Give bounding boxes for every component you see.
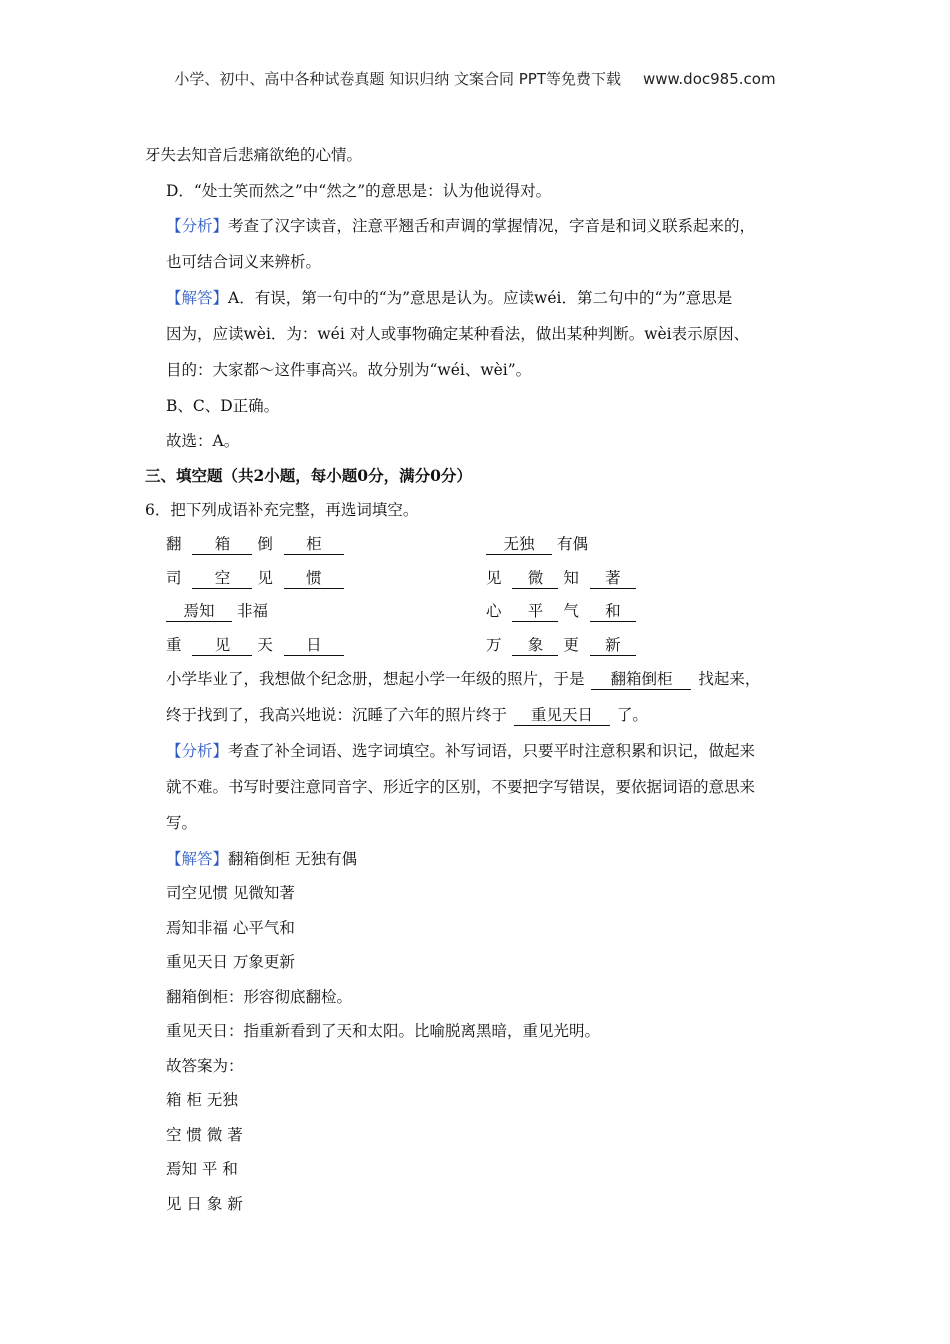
prev-answer-line-5: 故选：A。 [166, 432, 240, 450]
sentence-line-1 [166, 668, 760, 690]
q6-answer-line-1 [166, 848, 357, 870]
sentence-text: 终于找到了，我高兴地说：沉睡了六年的照片终于 [166, 706, 508, 724]
idiom-row [166, 634, 344, 656]
idiom-blank[interactable]: 见 [192, 635, 252, 656]
idiom-row [166, 600, 268, 622]
idiom-char: 知 [563, 569, 579, 587]
header-url[interactable]: www.doc985.com [642, 70, 776, 88]
idiom-blank[interactable]: 和 [590, 601, 636, 622]
q6-answer-line-5: 翻箱倒柜：形容彻底翻检。 [166, 988, 353, 1006]
q6-answer-line-8: 箱 柜 无独 [166, 1091, 238, 1109]
idiom-blank[interactable]: 日 [284, 635, 344, 656]
q6-analysis-line-2: 就不难。书写时要注意同音字、形近字的区别，不要把字写错误，要依据词语的意思来 [166, 778, 756, 796]
prev-answer-line-4: B、C、D正确。 [166, 397, 280, 415]
idiom-char: 非福 [236, 602, 268, 620]
sentence-text: 了。 [616, 706, 648, 724]
idiom-char: 心 [486, 602, 502, 620]
idiom-char: 倒 [257, 535, 273, 553]
prev-answer-line-2: 因为，应读wèi．为：wéi 对人或事物确定某种看法，做出某种判断。wèi表示原因、 [166, 325, 750, 343]
idiom-char: 重 [166, 636, 182, 654]
idiom-char: 见 [257, 569, 273, 587]
q6-answer-line-11: 见 日 象 新 [166, 1195, 243, 1213]
idiom-row [486, 634, 636, 656]
idiom-char: 司 [166, 569, 182, 587]
idiom-char: 有偶 [556, 535, 588, 553]
q6-answer-line-6: 重见天日：指重新看到了天和太阳。比喻脱离黑暗，重见光明。 [166, 1022, 601, 1040]
sentence-line-2 [166, 704, 648, 726]
analysis-tag: 【分析】 [166, 742, 229, 760]
idiom-blank[interactable]: 惯 [284, 568, 344, 589]
analysis-text: 考查了补全词语、选字词填空。补写词语，只要平时注意积累和识记，做起来 [228, 742, 756, 760]
prev-analysis-line-1 [166, 215, 755, 237]
q6-analysis-line-3: 写。 [166, 814, 198, 832]
idiom-blank[interactable]: 著 [590, 568, 636, 589]
sentence-text: 找起来， [698, 670, 761, 688]
q6-answer-line-3: 焉知非福 心平气和 [166, 919, 295, 937]
idiom-blank[interactable]: 新 [590, 635, 636, 656]
sentence-blank[interactable]: 重见天日 [514, 705, 610, 726]
answer-tag: 【解答】 [166, 850, 229, 868]
idiom-char: 更 [563, 636, 579, 654]
idiom-char: 气 [563, 602, 579, 620]
header-text: 小学、初中、高中各种试卷真题 知识归纳 文案合同 PPT等免费下载 [174, 70, 621, 88]
q6-analysis-line-1 [166, 740, 755, 762]
q6-answer-line-9: 空 惯 微 著 [166, 1126, 243, 1144]
analysis-text: 考查了汉字读音，注意平翘舌和声调的掌握情况，字音是和词义联系起来的， [228, 217, 756, 235]
idiom-blank[interactable]: 柜 [284, 534, 344, 555]
section-title: 三、填空题（共2小题，每小题0分，满分0分） [145, 466, 472, 485]
q6-answer-line-10: 焉知 平 和 [166, 1160, 238, 1178]
sentence-text: 小学毕业了，我想做个纪念册，想起小学一年级的照片，于是 [166, 670, 585, 688]
idiom-row [486, 567, 636, 589]
prev-analysis-line-2: 也可结合词义来辨析。 [166, 253, 322, 271]
idiom-char: 天 [257, 636, 273, 654]
prev-answer-line-3: 目的：大家都～这件事高兴。故分别为“wéi、wèi”。 [166, 361, 532, 379]
answer-text: 翻箱倒柜 无独有偶 [228, 850, 357, 868]
idiom-char: 万 [486, 636, 502, 654]
sentence-blank[interactable]: 翻箱倒柜 [591, 669, 691, 690]
answer-text: A．有误，第一句中的“为”意思是认为。应读wéi．第二句中的“为”意思是 [228, 289, 733, 307]
idiom-blank[interactable]: 空 [192, 568, 252, 589]
prev-line: 牙失去知音后悲痛欲绝的心情。 [145, 146, 363, 164]
idiom-row [486, 600, 636, 622]
idiom-blank[interactable]: 焉知 [166, 601, 232, 622]
prev-answer-line-1 [166, 287, 732, 309]
idiom-row [486, 533, 588, 555]
idiom-blank[interactable]: 微 [512, 568, 558, 589]
idiom-blank[interactable]: 无独 [486, 534, 552, 555]
question-stem: 6．把下列成语补充完整，再选词填空。 [145, 501, 419, 519]
idiom-blank[interactable]: 象 [512, 635, 558, 656]
analysis-tag: 【分析】 [166, 217, 229, 235]
idiom-blank[interactable]: 平 [512, 601, 558, 622]
idiom-blank[interactable]: 箱 [192, 534, 252, 555]
idiom-char: 见 [486, 569, 502, 587]
idiom-char: 翻 [166, 535, 182, 553]
answer-tag: 【解答】 [166, 289, 229, 307]
q6-answer-line-2: 司空见惯 见微知著 [166, 884, 295, 902]
q6-answer-line-7: 故答案为： [166, 1057, 244, 1075]
page-header [0, 68, 950, 89]
q6-answer-line-4: 重见天日 万象更新 [166, 953, 295, 971]
option-d: D．“处士笑而然之”中“然之”的意思是：认为他说得对。 [166, 182, 552, 200]
idiom-row [166, 533, 344, 555]
idiom-row [166, 567, 344, 589]
